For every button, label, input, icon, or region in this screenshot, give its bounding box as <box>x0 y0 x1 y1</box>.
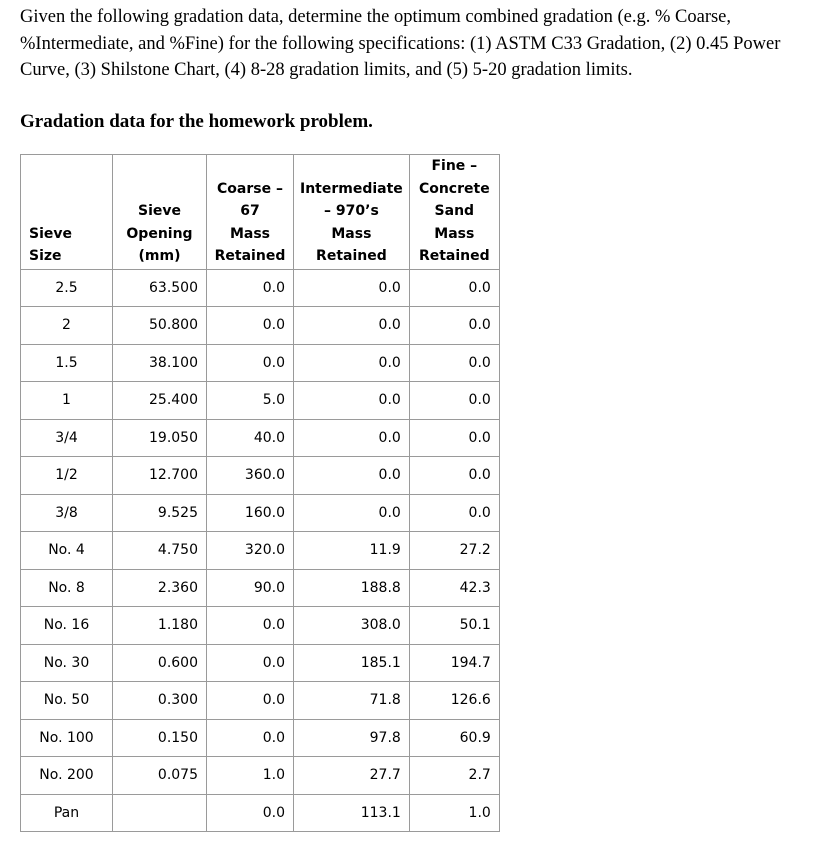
cell-intermediate: 0.0 <box>294 382 410 420</box>
cell-sieve-size: 3/8 <box>21 494 113 532</box>
cell-sieve-opening: 2.360 <box>113 569 207 607</box>
header-sieve-size-label: Sieve Size <box>29 225 72 264</box>
cell-fine: 0.0 <box>409 307 499 345</box>
table-row <box>21 644 500 682</box>
table-row <box>21 757 500 795</box>
cell-sieve-size: No. 200 <box>21 757 113 795</box>
cell-sieve-size: No. 30 <box>21 644 113 682</box>
cell-fine: 0.0 <box>409 382 499 420</box>
table-row <box>21 307 500 345</box>
cell-fine: 0.0 <box>409 344 499 382</box>
table-row <box>21 607 500 645</box>
cell-sieve-size: 2 <box>21 307 113 345</box>
cell-fine: 0.0 <box>409 494 499 532</box>
header-line: Sieve <box>138 203 181 219</box>
cell-sieve-size: 2.5 <box>21 269 113 307</box>
cell-fine: 126.6 <box>409 682 499 720</box>
cell-sieve-size: 1.5 <box>21 344 113 382</box>
cell-sieve-size: No. 50 <box>21 682 113 720</box>
cell-sieve-size: No. 4 <box>21 532 113 570</box>
cell-intermediate: 0.0 <box>294 344 410 382</box>
header-intermediate <box>294 155 410 270</box>
table-header-row <box>21 155 500 270</box>
cell-intermediate: 0.0 <box>294 269 410 307</box>
cell-coarse: 0.0 <box>207 307 294 345</box>
header-sieve-size <box>21 155 113 270</box>
cell-sieve-opening: 0.075 <box>113 757 207 795</box>
cell-coarse: 320.0 <box>207 532 294 570</box>
table-row <box>21 457 500 495</box>
cell-intermediate: 188.8 <box>294 569 410 607</box>
cell-fine: 60.9 <box>409 719 499 757</box>
table-row <box>21 494 500 532</box>
cell-coarse: 0.0 <box>207 682 294 720</box>
cell-coarse: 0.0 <box>207 794 294 832</box>
cell-fine: 50.1 <box>409 607 499 645</box>
table-row <box>21 532 500 570</box>
table-row <box>21 794 500 832</box>
header-line: Retained <box>316 248 387 264</box>
cell-coarse: 1.0 <box>207 757 294 795</box>
cell-sieve-opening: 25.400 <box>113 382 207 420</box>
cell-sieve-size: Pan <box>21 794 113 832</box>
header-line: Mass <box>229 225 271 242</box>
header-line: Opening <box>126 225 193 242</box>
cell-sieve-opening: 9.525 <box>113 494 207 532</box>
cell-fine: 0.0 <box>409 457 499 495</box>
table-row <box>21 682 500 720</box>
table-row <box>21 419 500 457</box>
cell-intermediate: 0.0 <box>294 419 410 457</box>
cell-intermediate: 11.9 <box>294 532 410 570</box>
cell-coarse: 160.0 <box>207 494 294 532</box>
cell-sieve-opening: 19.050 <box>113 419 207 457</box>
cell-sieve-size: No. 16 <box>21 607 113 645</box>
table-row <box>21 719 500 757</box>
cell-intermediate: 0.0 <box>294 307 410 345</box>
cell-intermediate: 27.7 <box>294 757 410 795</box>
header-line: Fine – <box>431 158 478 174</box>
cell-coarse: 5.0 <box>207 382 294 420</box>
cell-intermediate: 113.1 <box>294 794 410 832</box>
cell-fine: 1.0 <box>409 794 499 832</box>
cell-fine: 0.0 <box>409 419 499 457</box>
cell-coarse: 360.0 <box>207 457 294 495</box>
header-line: Intermediate <box>300 180 403 197</box>
header-line: Concrete <box>418 180 490 197</box>
header-line: 67 <box>240 203 260 219</box>
cell-coarse: 0.0 <box>207 644 294 682</box>
cell-fine: 27.2 <box>409 532 499 570</box>
cell-sieve-opening: 0.600 <box>113 644 207 682</box>
header-sieve-opening <box>113 155 207 270</box>
header-fine <box>409 155 499 270</box>
cell-sieve-size: 1 <box>21 382 113 420</box>
header-line: Mass <box>434 225 475 242</box>
cell-coarse: 0.0 <box>207 269 294 307</box>
cell-intermediate: 308.0 <box>294 607 410 645</box>
cell-intermediate: 71.8 <box>294 682 410 720</box>
problem-statement: Given the following gradation data, determine the optimum combined gradation (e.g. % Coarse, %Intermediate, and %Fine) for the following specifications: (1) ASTM C33 Gradation, (2) 0.45 Power Curve, (3) Shilstone Chart, (4) 8-28 gradation limits, and (5) 5-20 gradation limits. <box>20 7 781 80</box>
cell-coarse: 40.0 <box>207 419 294 457</box>
cell-sieve-size: 1/2 <box>21 457 113 495</box>
cell-intermediate: 0.0 <box>294 457 410 495</box>
cell-coarse: 0.0 <box>207 719 294 757</box>
header-line: Retained <box>418 248 490 264</box>
cell-fine: 0.0 <box>409 269 499 307</box>
cell-sieve-size: 3/4 <box>21 419 113 457</box>
header-coarse <box>207 155 294 270</box>
cell-sieve-opening: 4.750 <box>113 532 207 570</box>
cell-sieve-opening: 0.300 <box>113 682 207 720</box>
header-line: (mm) <box>138 248 181 264</box>
cell-coarse: 0.0 <box>207 607 294 645</box>
table-row <box>21 382 500 420</box>
table-row <box>21 569 500 607</box>
cell-sieve-size: No. 8 <box>21 569 113 607</box>
cell-fine: 42.3 <box>409 569 499 607</box>
header-line: Sand <box>434 203 475 219</box>
cell-fine: 2.7 <box>409 757 499 795</box>
cell-sieve-opening: 63.500 <box>113 269 207 307</box>
table-heading: Gradation data for the homework problem. <box>20 111 373 132</box>
header-line: Mass <box>331 225 372 242</box>
cell-sieve-opening: 12.700 <box>113 457 207 495</box>
gradation-table <box>20 154 500 832</box>
header-line: – 970’s <box>324 203 379 219</box>
cell-sieve-opening <box>113 794 207 832</box>
cell-coarse: 0.0 <box>207 344 294 382</box>
header-line: Retained <box>214 248 286 264</box>
table-row <box>21 344 500 382</box>
cell-intermediate: 0.0 <box>294 494 410 532</box>
cell-intermediate: 185.1 <box>294 644 410 682</box>
header-line: Coarse – <box>217 180 283 197</box>
cell-fine: 194.7 <box>409 644 499 682</box>
table-row <box>21 269 500 307</box>
cell-coarse: 90.0 <box>207 569 294 607</box>
cell-sieve-opening: 50.800 <box>113 307 207 345</box>
cell-sieve-opening: 38.100 <box>113 344 207 382</box>
cell-sieve-opening: 1.180 <box>113 607 207 645</box>
cell-sieve-size: No. 100 <box>21 719 113 757</box>
cell-sieve-opening: 0.150 <box>113 719 207 757</box>
cell-intermediate: 97.8 <box>294 719 410 757</box>
